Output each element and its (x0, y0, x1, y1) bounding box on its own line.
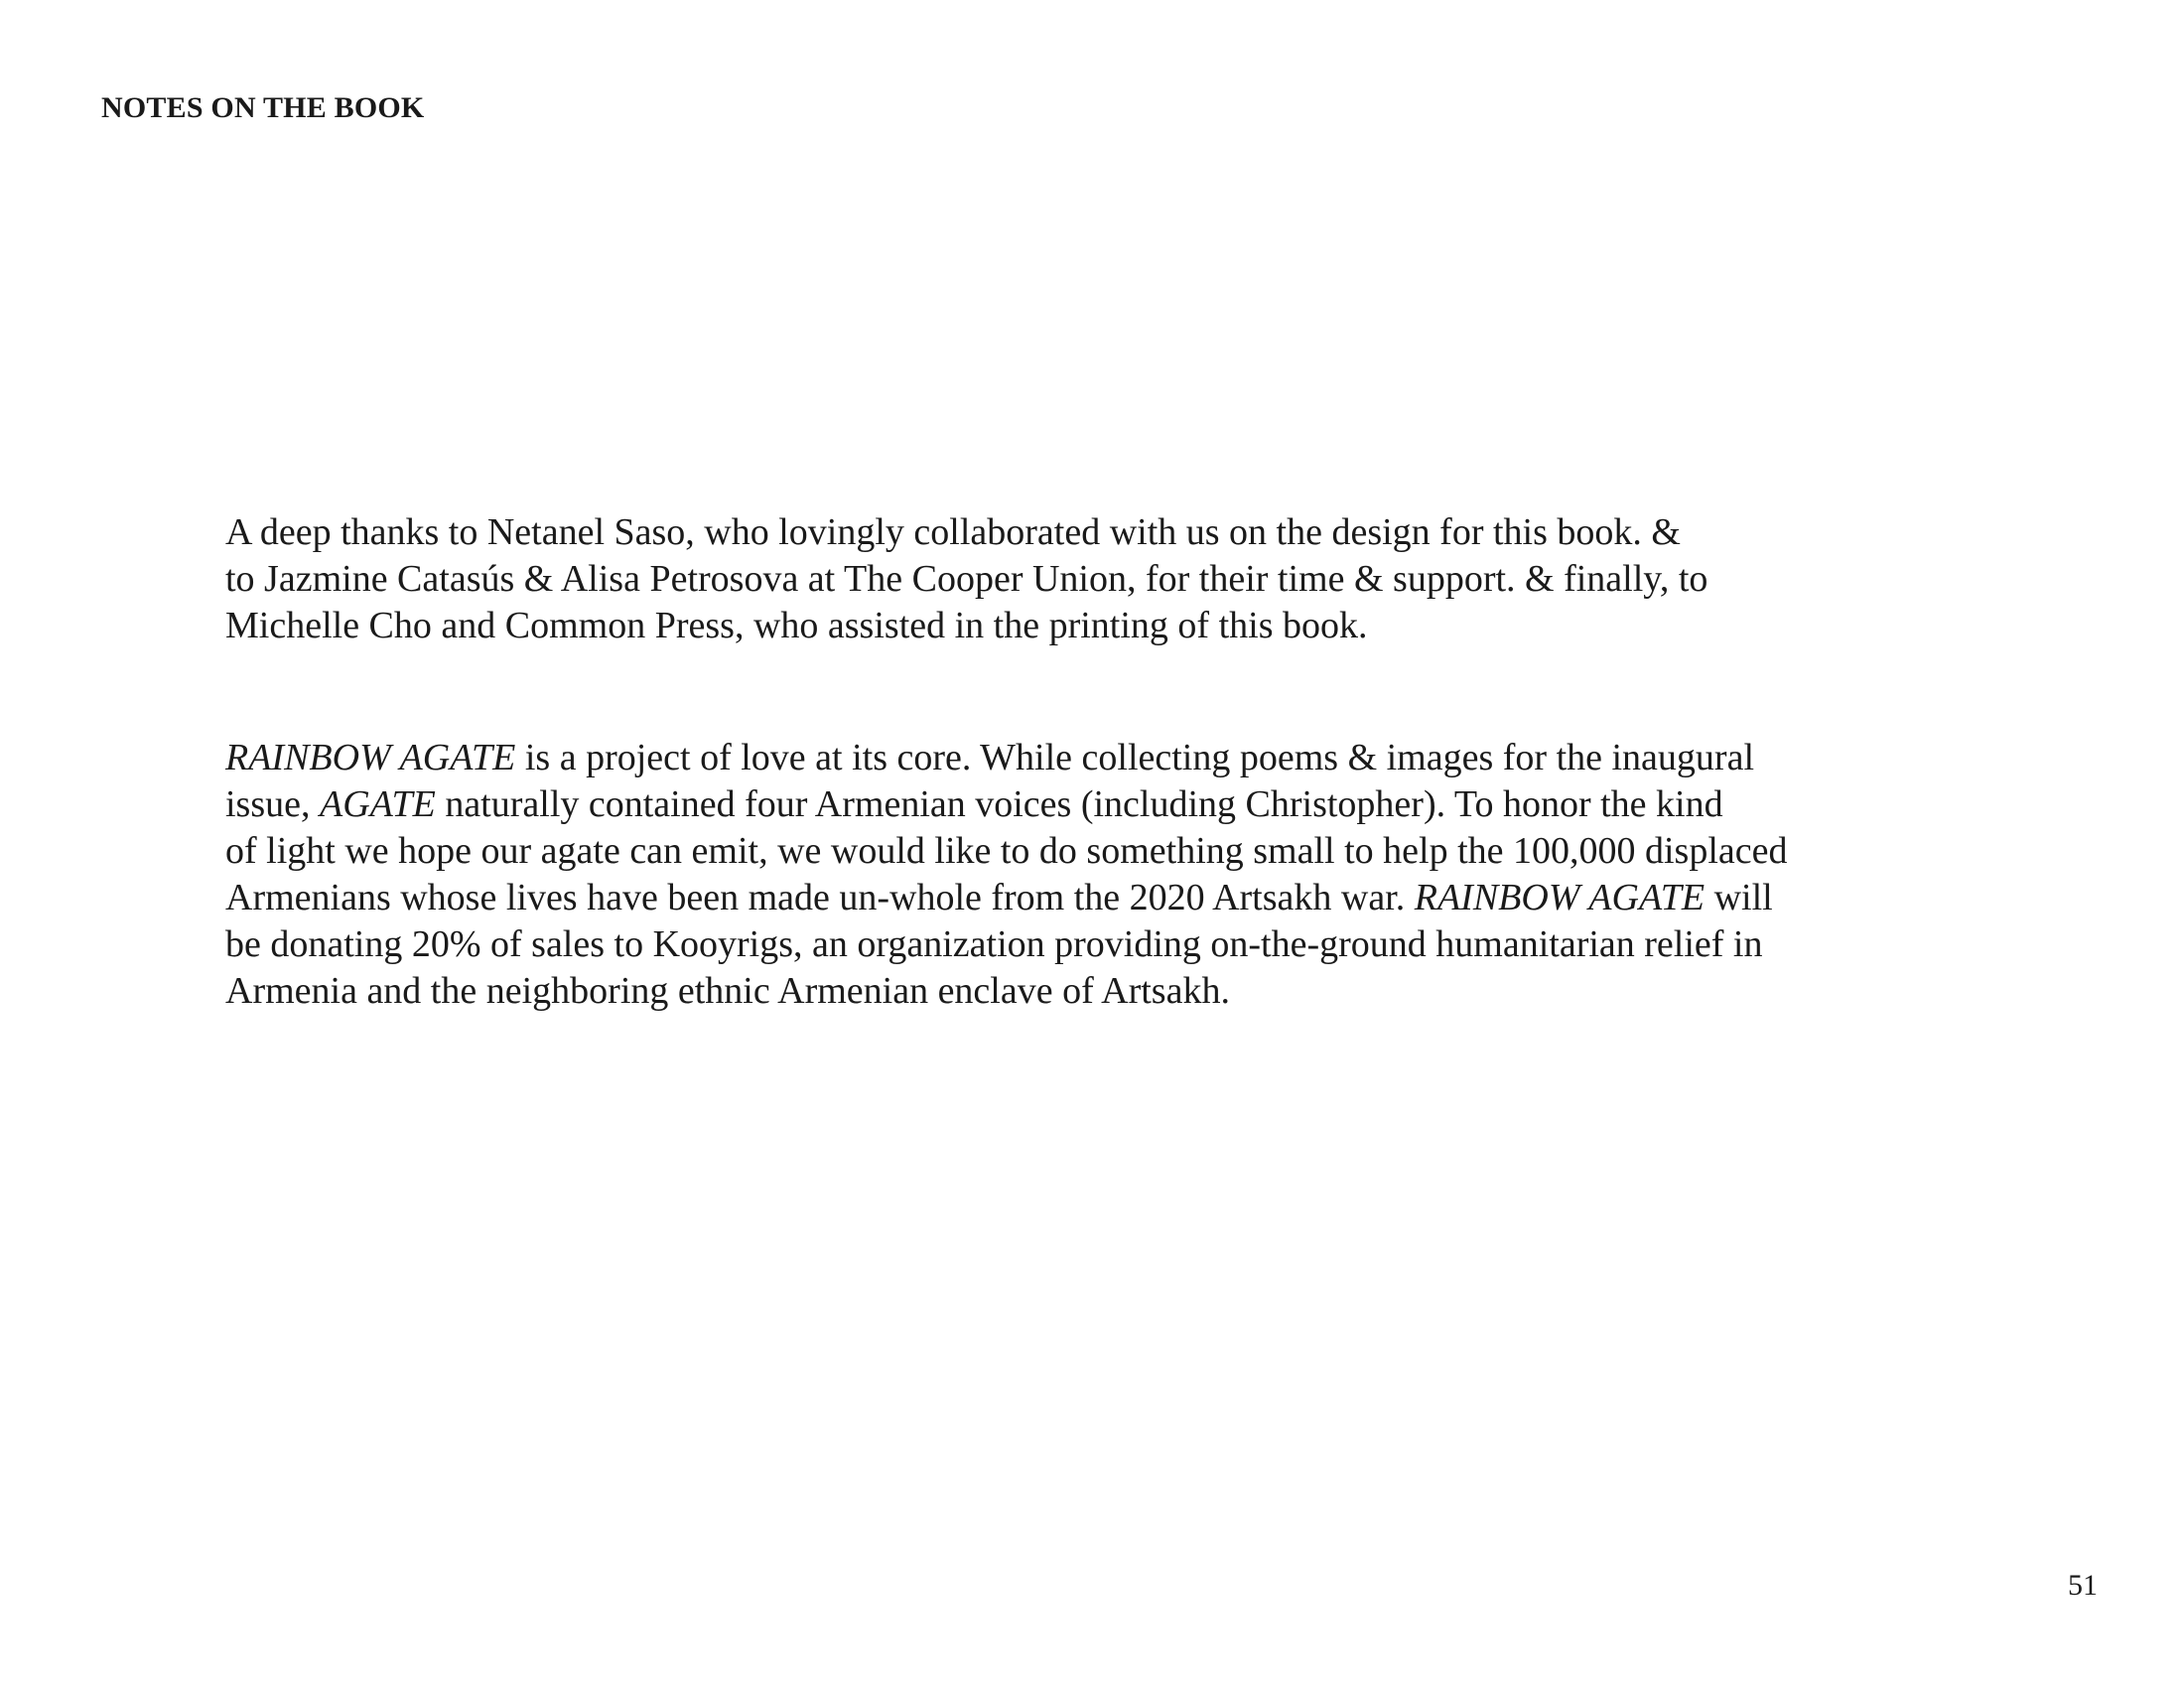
acknowledgments-paragraph (225, 509, 1992, 649)
page-number: 51 (2068, 1569, 2098, 1602)
page-title: NOTES ON THE BOOK (101, 91, 425, 124)
text-segment: Armenians whose lives have been made un-whole from the 2020 Artsakh war. (225, 877, 1415, 918)
text-line: Armenia and the neighboring ethnic Armenian enclave of Artsakh. (225, 970, 1230, 1012)
book-title-italic: RAINBOW AGATE (1414, 877, 1706, 918)
text-line: Michelle Cho and Common Press, who assisted in the printing of this book. (225, 605, 1368, 646)
text-segment: is a project of love at its core. While collecting poems & images for the inaugural (515, 737, 1754, 778)
text-line (225, 875, 1992, 921)
book-title-italic: AGATE (320, 783, 436, 825)
mission-paragraph (225, 735, 1992, 1015)
text-line: of light we hope our agate can emit, we would like to do something small to help the 100,000 displaced (225, 830, 1788, 872)
text-line (225, 735, 1992, 781)
text-line (225, 781, 1992, 828)
book-title-italic: RAINBOW AGATE (225, 737, 516, 778)
text-line: to Jazmine Catasús & Alisa Petrosova at The Cooper Union, for their time & support. & finally, to (225, 558, 1708, 600)
text-segment: issue, (225, 783, 320, 825)
text-line: A deep thanks to Netanel Saso, who lovingly collaborated with us on the design for this book. & (225, 511, 1681, 553)
text-line: be donating 20% of sales to Kooyrigs, an organization providing on-the-ground humanitarian relief in (225, 923, 1763, 965)
text-segment: will (1705, 877, 1773, 918)
text-segment: naturally contained four Armenian voices (including Christopher). To honor the kind (435, 783, 1723, 825)
